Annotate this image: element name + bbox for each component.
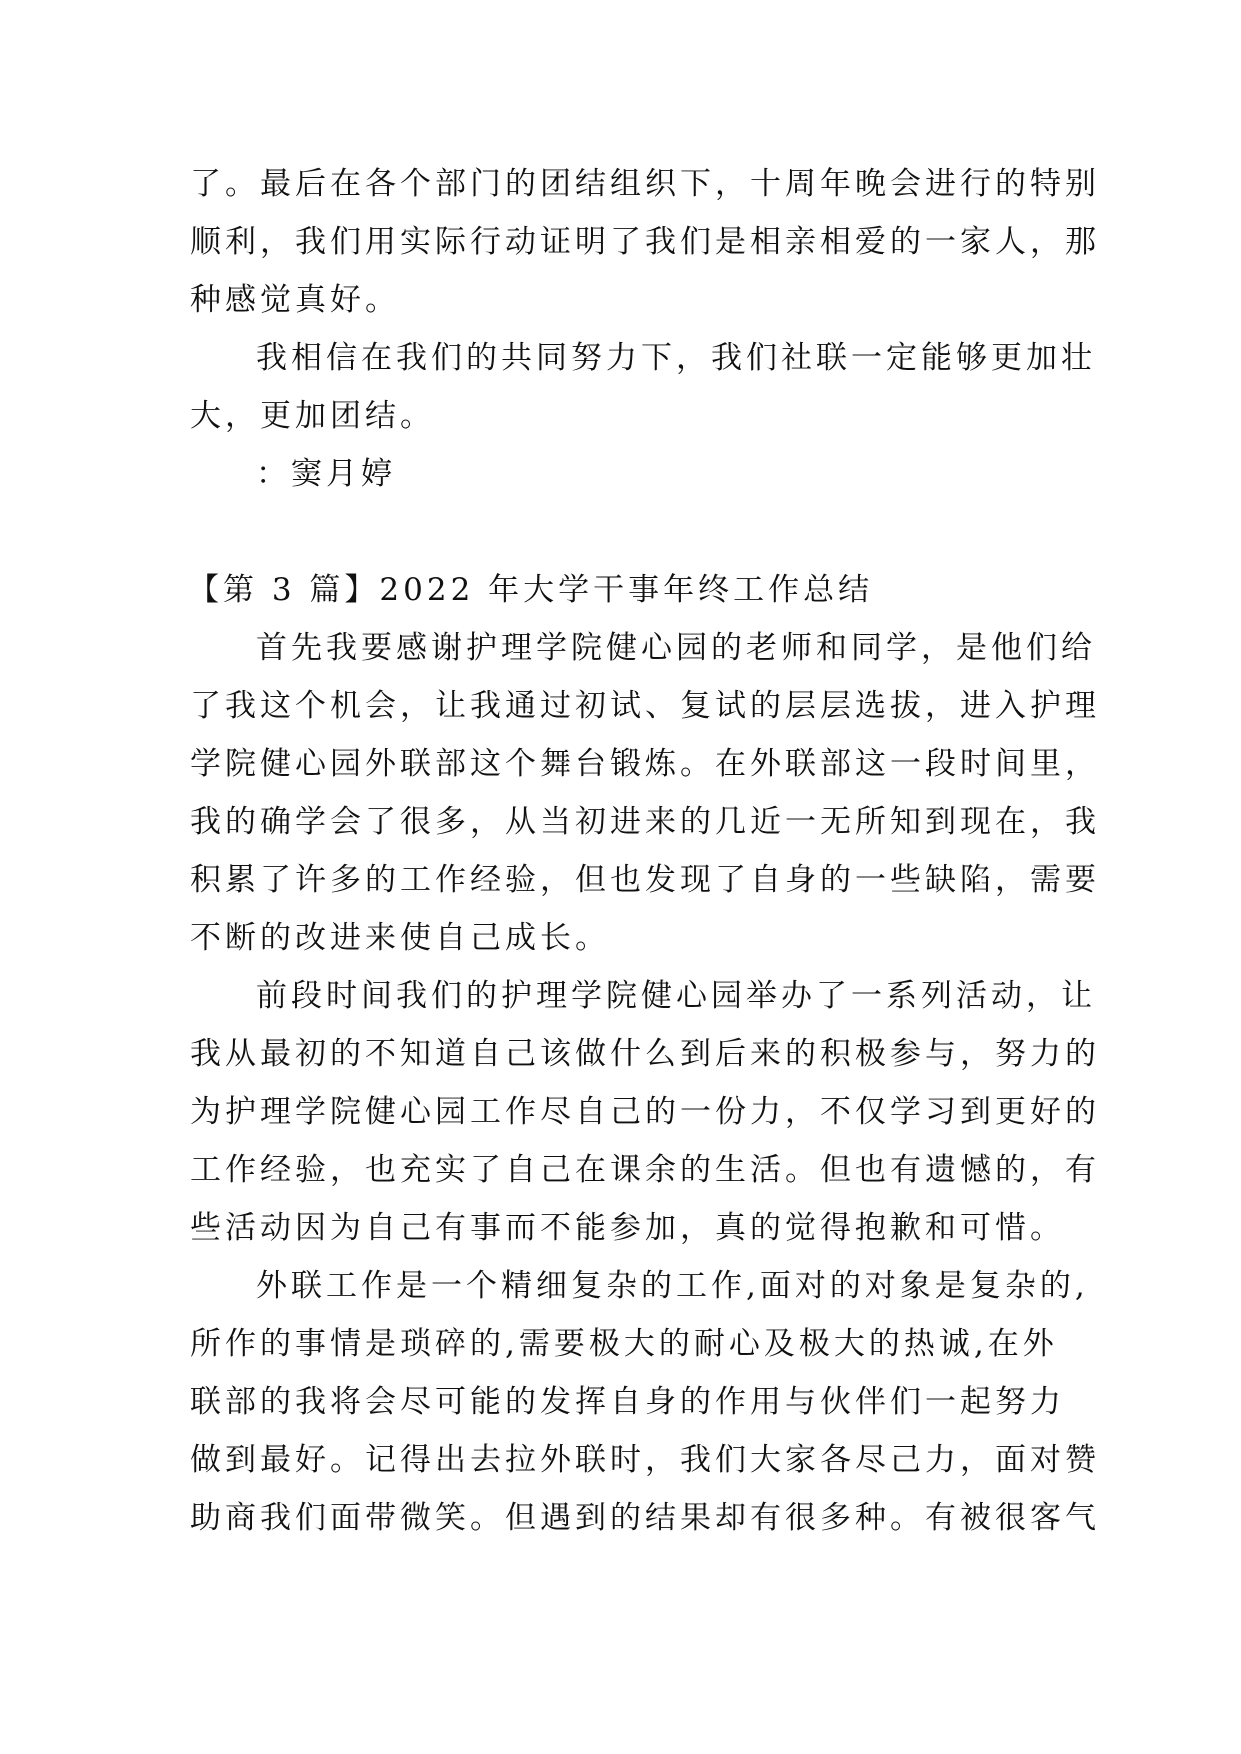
paragraph-line: 外联工作是一个精细复杂的工作,面对的对象是复杂的, [256, 1268, 1089, 1304]
author-line: ：窦月婷 [256, 456, 396, 492]
paragraph-line: 不断的改进来使自己成长。 [190, 920, 610, 956]
paragraph-line: 首先我要感谢护理学院健心园的老师和同学，是他们给 [256, 630, 1096, 666]
paragraph-line: 种感觉真好。 [190, 282, 400, 318]
paragraph-line: 我从最初的不知道自己该做什么到后来的积极参与，努力的 [190, 1036, 1100, 1072]
paragraph-line: 些活动因为自己有事而不能参加，真的觉得抱歉和可惜。 [190, 1210, 1065, 1246]
paragraph-line: 学院健心园外联部这个舞台锻炼。在外联部这一段时间里， [190, 746, 1100, 782]
paragraph-line: 我相信在我们的共同努力下，我们社联一定能够更加壮 [256, 340, 1096, 376]
paragraph-line: 了。最后在各个部门的团结组织下，十周年晚会进行的特别 [190, 166, 1100, 202]
paragraph-line: 助商我们面带微笑。但遇到的结果却有很多种。有被很客气 [190, 1500, 1100, 1536]
paragraph-line: 积累了许多的工作经验，但也发现了自身的一些缺陷，需要 [190, 862, 1100, 898]
paragraph-line: 我的确学会了很多，从当初进来的几近一无所知到现在，我 [190, 804, 1100, 840]
paragraph-line: 为护理学院健心园工作尽自己的一份力，不仅学习到更好的 [190, 1094, 1100, 1130]
section-title: 【第 3 篇】2022 年大学干事年终工作总结 [188, 572, 874, 608]
paragraph-line: 了我这个机会，让我通过初试、复试的层层选拔，进入护理 [190, 688, 1100, 724]
paragraph-line: 所作的事情是琐碎的,需要极大的耐心及极大的热诚,在外 [190, 1326, 1058, 1362]
paragraph-line: 联部的我将会尽可能的发挥自身的作用与伙伴们一起努力 [190, 1384, 1065, 1420]
paragraph-line: 工作经验，也充实了自己在课余的生活。但也有遗憾的，有 [190, 1152, 1100, 1188]
paragraph-line: 做到最好。记得出去拉外联时，我们大家各尽己力，面对赞 [190, 1442, 1100, 1478]
paragraph-line: 前段时间我们的护理学院健心园举办了一系列活动，让 [256, 978, 1096, 1014]
paragraph-line: 大，更加团结。 [190, 398, 435, 434]
paragraph-line: 顺利，我们用实际行动证明了我们是相亲相爱的一家人，那 [190, 224, 1100, 260]
